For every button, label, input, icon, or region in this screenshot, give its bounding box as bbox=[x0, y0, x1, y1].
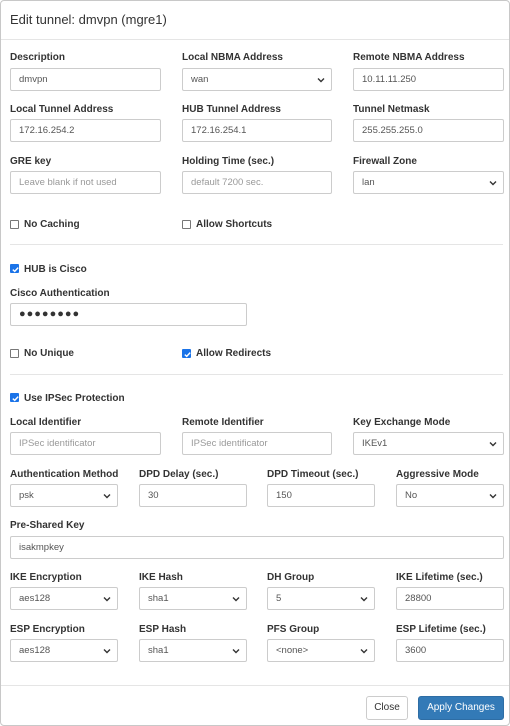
gre-key-label: GRE key bbox=[10, 156, 52, 167]
pfs-group-label: PFS Group bbox=[267, 624, 320, 635]
holding-time-input[interactable]: default 7200 sec. bbox=[182, 171, 332, 194]
ike-encryption-select[interactable] bbox=[10, 587, 118, 610]
aggressive-mode-label: Aggressive Mode bbox=[396, 469, 479, 480]
local-tunnel-label: Local Tunnel Address bbox=[10, 104, 114, 115]
esp-lifetime-input[interactable]: 3600 bbox=[396, 639, 504, 662]
cisco-auth-input[interactable]: ●●●●●●●● bbox=[10, 303, 247, 326]
holding-time-label: Holding Time (sec.) bbox=[182, 156, 275, 167]
dpd-delay-input[interactable]: 30 bbox=[139, 484, 247, 507]
esp-encryption-label: ESP Encryption bbox=[10, 624, 85, 635]
check-icon bbox=[11, 394, 20, 403]
no-caching-label: No Caching bbox=[24, 219, 80, 230]
ike-lifetime-input[interactable]: 28800 bbox=[396, 587, 504, 610]
dialog-footer bbox=[1, 685, 509, 726]
psk-input[interactable]: isakmpkey bbox=[10, 536, 504, 559]
no-unique-checkbox[interactable] bbox=[10, 349, 19, 358]
local-identifier-label: Local Identifier bbox=[10, 417, 82, 428]
ike-hash-label: IKE Hash bbox=[139, 572, 183, 583]
esp-lifetime-label: ESP Lifetime (sec.) bbox=[396, 624, 486, 635]
auth-method-value: psk bbox=[19, 490, 34, 501]
hub-is-cisco-checkbox[interactable] bbox=[10, 264, 19, 273]
chevron-down-icon bbox=[488, 491, 498, 501]
dh-group-select[interactable] bbox=[267, 587, 375, 610]
allow-shortcuts-label: Allow Shortcuts bbox=[196, 219, 273, 230]
chevron-down-icon bbox=[488, 178, 498, 188]
check-icon bbox=[183, 350, 192, 359]
ike-hash-select[interactable] bbox=[139, 587, 247, 610]
dialog-header bbox=[1, 1, 509, 40]
esp-hash-select[interactable] bbox=[139, 639, 247, 662]
esp-encryption-select[interactable] bbox=[10, 639, 118, 662]
auth-method-label: Authentication Method bbox=[10, 469, 119, 480]
local-nbma-value: wan bbox=[191, 74, 209, 85]
use-ipsec-checkbox[interactable] bbox=[10, 393, 19, 402]
section-divider bbox=[10, 244, 503, 245]
hub-tunnel-input[interactable]: 172.16.254.1 bbox=[182, 119, 332, 142]
firewall-zone-value: lan bbox=[362, 177, 375, 188]
allow-redirects-label: Allow Redirects bbox=[196, 348, 272, 359]
ike-lifetime-label: IKE Lifetime (sec.) bbox=[396, 572, 483, 583]
allow-shortcuts-checkbox[interactable] bbox=[182, 220, 191, 229]
chevron-down-icon bbox=[316, 75, 326, 85]
dh-group-value: 5 bbox=[276, 593, 282, 604]
chevron-down-icon bbox=[102, 594, 112, 604]
apply-changes-button[interactable]: Apply Changes bbox=[418, 696, 504, 720]
remote-identifier-label: Remote Identifier bbox=[182, 417, 264, 428]
pfs-group-value: <none> bbox=[276, 645, 309, 656]
key-exchange-label: Key Exchange Mode bbox=[353, 417, 451, 428]
gre-key-input[interactable]: Leave blank if not used bbox=[10, 171, 161, 194]
chevron-down-icon bbox=[231, 594, 241, 604]
local-tunnel-input[interactable]: 172.16.254.2 bbox=[10, 119, 161, 142]
firewall-zone-select[interactable] bbox=[353, 171, 504, 194]
no-unique-label: No Unique bbox=[24, 348, 74, 359]
esp-hash-label: ESP Hash bbox=[139, 624, 187, 635]
aggressive-mode-select[interactable] bbox=[396, 484, 504, 507]
chevron-down-icon bbox=[102, 646, 112, 656]
aggressive-mode-value: No bbox=[405, 490, 418, 501]
dpd-timeout-label: DPD Timeout (sec.) bbox=[267, 469, 359, 480]
chevron-down-icon bbox=[359, 646, 369, 656]
pfs-group-select[interactable] bbox=[267, 639, 375, 662]
dh-group-label: DH Group bbox=[267, 572, 315, 583]
local-identifier-input[interactable]: IPSec identificator bbox=[10, 432, 161, 455]
dialog-title: Edit tunnel: dmvpn (mgre1) bbox=[10, 12, 167, 27]
ike-encryption-value: aes128 bbox=[19, 593, 51, 604]
cisco-auth-label: Cisco Authentication bbox=[10, 288, 110, 299]
allow-redirects-checkbox[interactable] bbox=[182, 349, 191, 358]
chevron-down-icon bbox=[359, 594, 369, 604]
description-input[interactable]: dmvpn bbox=[10, 68, 161, 91]
esp-hash-value: sha1 bbox=[148, 645, 169, 656]
remote-nbma-input[interactable]: 10.11.11.250 bbox=[353, 68, 504, 91]
hub-tunnel-label: HUB Tunnel Address bbox=[182, 104, 281, 115]
chevron-down-icon bbox=[231, 646, 241, 656]
tunnel-netmask-input[interactable]: 255.255.255.0 bbox=[353, 119, 504, 142]
auth-method-select[interactable] bbox=[10, 484, 118, 507]
section-divider bbox=[10, 374, 503, 375]
tunnel-netmask-label: Tunnel Netmask bbox=[353, 104, 430, 115]
ike-encryption-label: IKE Encryption bbox=[10, 572, 82, 583]
hub-is-cisco-label: HUB is Cisco bbox=[24, 264, 87, 275]
local-nbma-select[interactable] bbox=[182, 68, 332, 91]
close-button[interactable]: Close bbox=[366, 696, 408, 720]
check-icon bbox=[11, 265, 20, 274]
remote-identifier-input[interactable]: IPSec identificator bbox=[182, 432, 332, 455]
local-nbma-label: Local NBMA Address bbox=[182, 52, 283, 63]
dpd-delay-label: DPD Delay (sec.) bbox=[139, 469, 219, 480]
psk-label: Pre-Shared Key bbox=[10, 520, 85, 531]
dpd-timeout-input[interactable]: 150 bbox=[267, 484, 375, 507]
key-exchange-select[interactable] bbox=[353, 432, 504, 455]
ike-hash-value: sha1 bbox=[148, 593, 169, 604]
firewall-zone-label: Firewall Zone bbox=[353, 156, 417, 167]
description-label: Description bbox=[10, 52, 66, 63]
key-exchange-value: IKEv1 bbox=[362, 438, 388, 449]
remote-nbma-label: Remote NBMA Address bbox=[353, 52, 465, 63]
chevron-down-icon bbox=[102, 491, 112, 501]
chevron-down-icon bbox=[488, 439, 498, 449]
esp-encryption-value: aes128 bbox=[19, 645, 51, 656]
use-ipsec-label: Use IPSec Protection bbox=[24, 393, 125, 404]
no-caching-checkbox[interactable] bbox=[10, 220, 19, 229]
